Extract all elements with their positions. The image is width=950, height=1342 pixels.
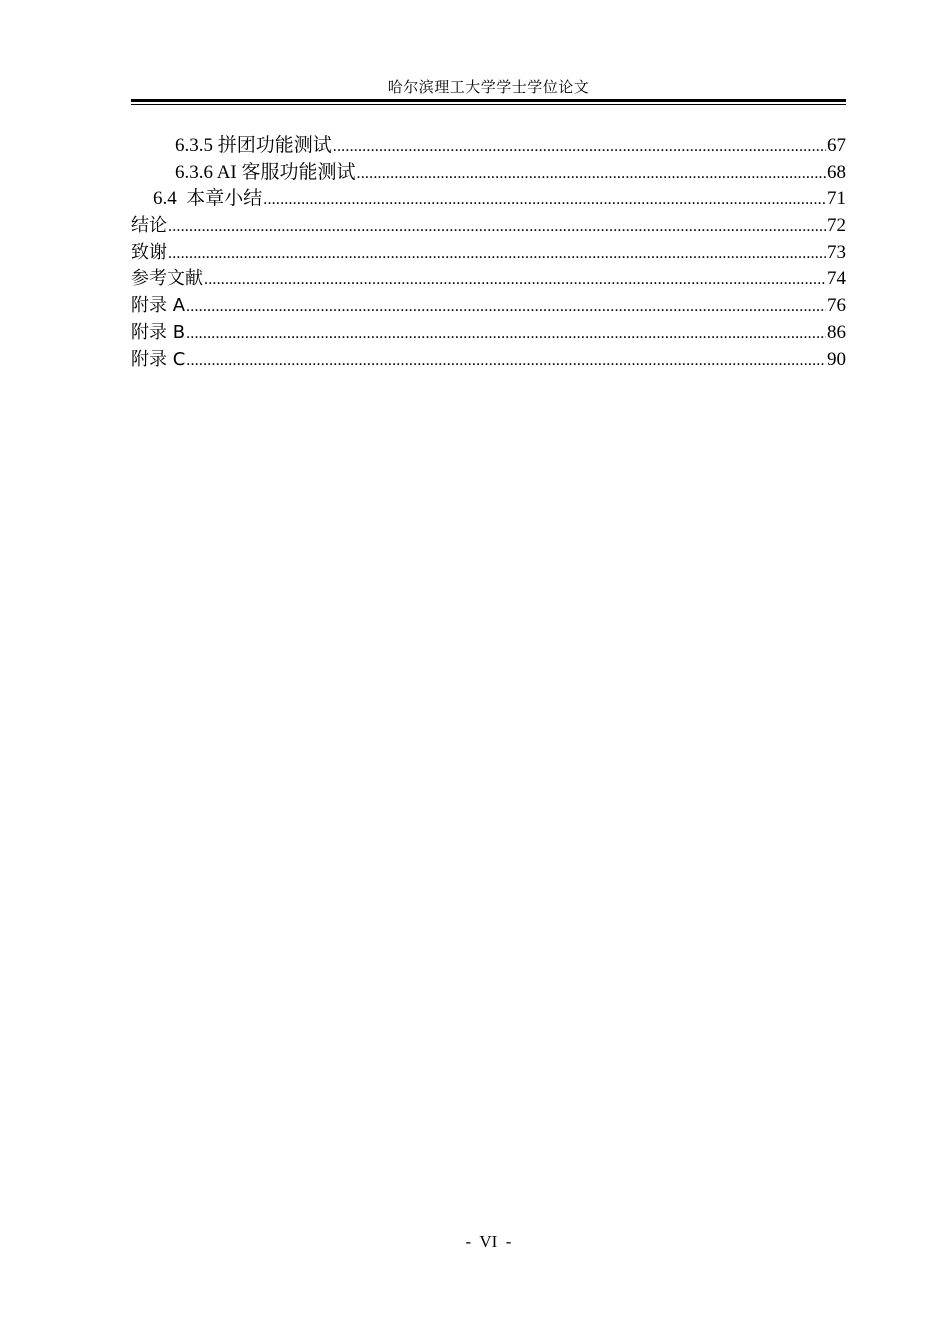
toc-entry-page: 68 <box>827 161 846 183</box>
toc-entry[interactable] <box>131 240 846 267</box>
toc-entry-page: 86 <box>827 321 846 343</box>
toc-entry-title: 附录 C <box>131 348 186 370</box>
toc-entry[interactable] <box>131 320 846 347</box>
toc-entry[interactable] <box>131 160 846 187</box>
toc-dot-leader <box>357 161 826 187</box>
toc-entry[interactable] <box>131 293 846 320</box>
toc-entry-title: 结论 <box>131 215 167 237</box>
page-number: - VI - <box>465 1232 512 1251</box>
toc-entry[interactable] <box>131 133 846 160</box>
toc-dot-leader <box>263 187 826 213</box>
toc-entry-title: 附录 A <box>131 295 186 317</box>
toc-entry-page: 67 <box>827 135 846 156</box>
toc-entry-title: 附录 B <box>131 321 186 343</box>
toc-entry[interactable] <box>131 266 846 293</box>
toc-entry-page: 72 <box>827 215 846 237</box>
toc-entry[interactable] <box>131 213 846 240</box>
toc-entry[interactable] <box>131 347 846 374</box>
page-header-title: 哈尔滨理工大学学士学位论文 <box>387 80 590 96</box>
toc-entry-page: 71 <box>827 188 846 210</box>
toc-dot-leader <box>204 267 826 293</box>
toc-dot-leader <box>186 294 826 320</box>
toc-entry-title: 6.3.5 拼团功能测试 <box>175 135 332 156</box>
toc-entry-title: 参考文献 <box>131 268 203 290</box>
toc-entry-page: 73 <box>827 241 846 263</box>
toc-entry-title: 致谢 <box>131 241 167 263</box>
toc-dot-leader <box>333 134 826 160</box>
table-of-contents <box>131 133 846 373</box>
toc-dot-leader <box>186 348 826 374</box>
toc-entry[interactable] <box>131 186 846 213</box>
toc-entry-page: 76 <box>827 295 846 317</box>
toc-dot-leader <box>168 241 826 267</box>
toc-entry-page: 74 <box>827 268 846 290</box>
toc-dot-leader <box>186 321 826 347</box>
toc-dot-leader <box>168 214 826 240</box>
toc-entry-page: 90 <box>827 348 846 370</box>
header-rule-thin <box>131 104 846 105</box>
toc-entry-title: 6.4 本章小结 <box>153 188 263 210</box>
header-rule-thick <box>131 99 846 102</box>
toc-entry-title: 6.3.6 AI 客服功能测试 <box>175 161 356 183</box>
